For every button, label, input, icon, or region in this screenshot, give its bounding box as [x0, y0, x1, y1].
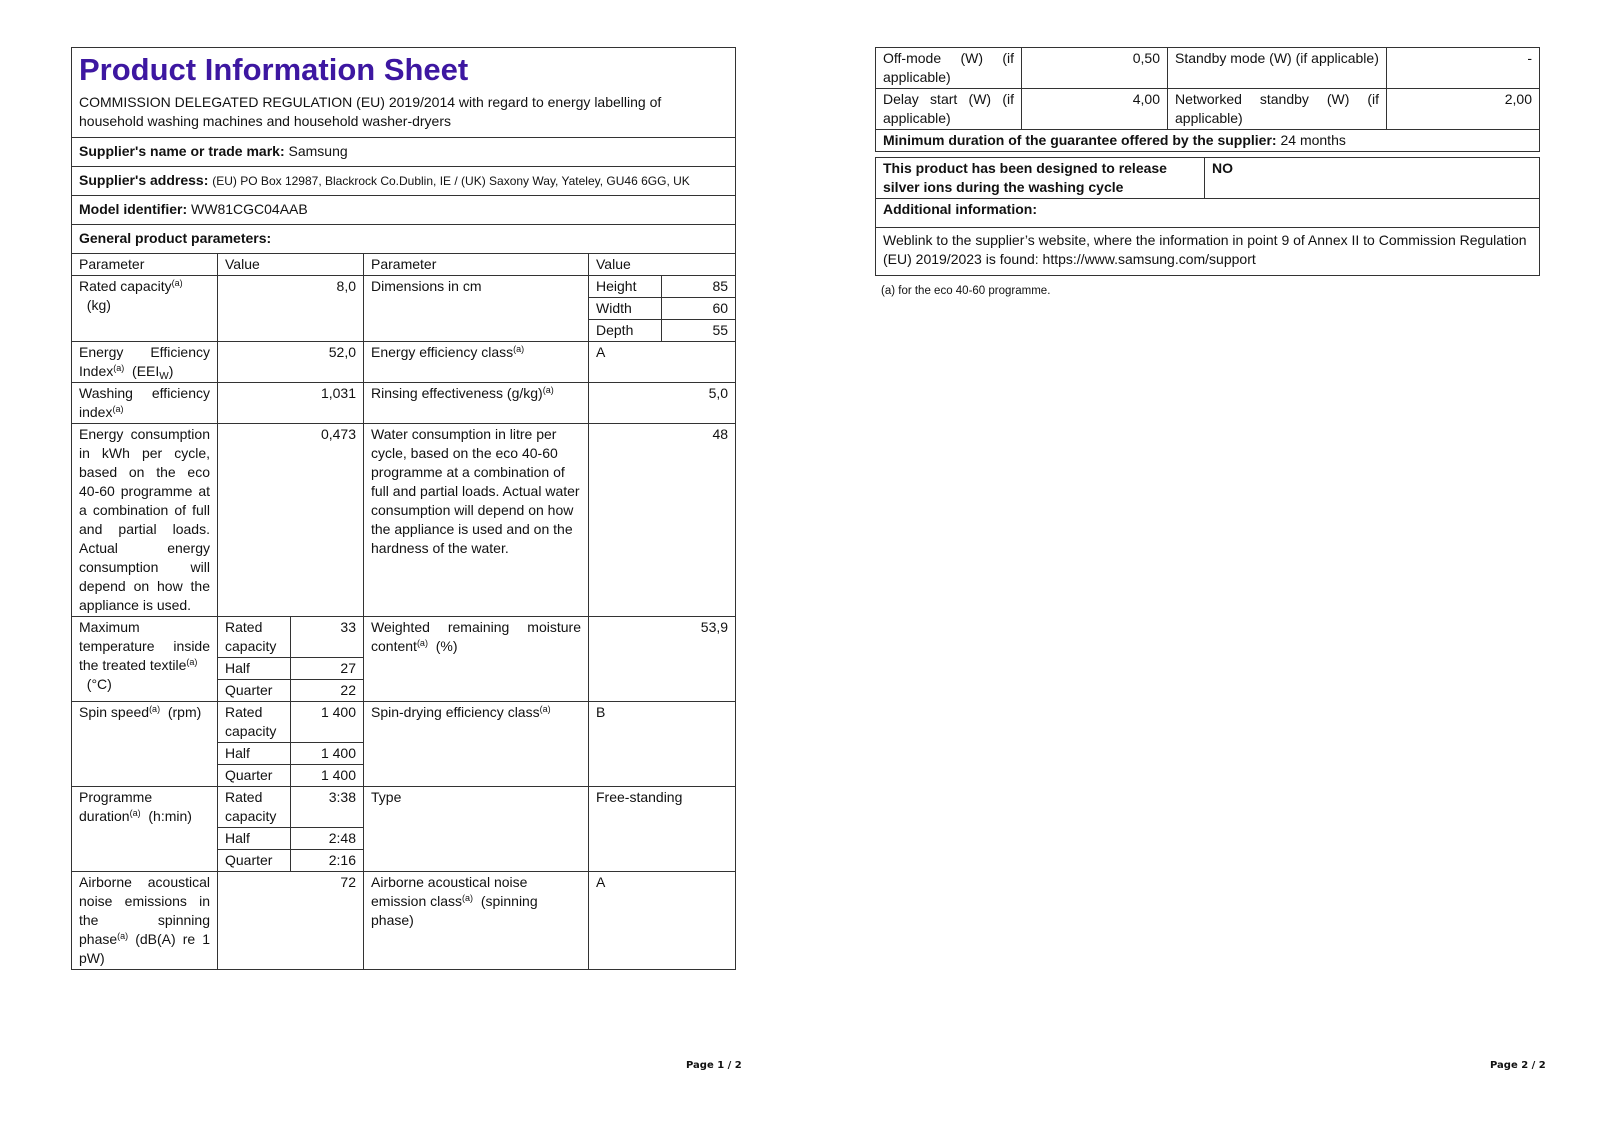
spin-class-label: Spin-drying efficiency class$^{(a)}$ [364, 702, 589, 787]
energy-consumption-row [72, 424, 736, 617]
off-mode-label: Off-mode (W) (if applicable) [876, 48, 1022, 89]
noise-row [72, 872, 736, 970]
programme-duration-row [72, 787, 736, 828]
depth-label: Depth [589, 320, 662, 342]
page-2 [800, 0, 1600, 1132]
spin-quarter-value: 1 400 [291, 765, 364, 787]
noise-label: Airborne acoustical noise emissions in the spinning phase$^{(a)}$ (dB(A) re 1 pW) [72, 872, 218, 970]
moisture-value: 53,9 [589, 617, 736, 702]
standby-label: Standby mode (W) (if applicable) [1168, 48, 1387, 89]
washing-efficiency-value: 1,031 [218, 383, 364, 424]
spin-rated-value: 1 400 [291, 702, 364, 743]
max-temp-row [72, 617, 736, 658]
max-temp-label: Maximum temperature inside the treated textile$^{(a)}$ (°C) [72, 617, 218, 702]
silver-ions-label: This product has been designed to release silver ions during the washing cycle [876, 158, 1205, 199]
rinsing-value: 5,0 [589, 383, 736, 424]
off-mode-row [876, 48, 1540, 89]
supplier-address-row [72, 167, 736, 196]
washing-efficiency-row [72, 383, 736, 424]
additional-info-row [876, 199, 1540, 228]
spin-rated-label: Rated capacity [218, 702, 291, 743]
title-row [72, 48, 736, 138]
off-mode-value: 0,50 [1022, 48, 1168, 89]
rinsing-label: Rinsing effectiveness $(g/kg)^{(a)}$ [364, 383, 589, 424]
width-label: Width [589, 298, 662, 320]
supplier-name-label: Supplier's name or trade mark: [79, 143, 285, 159]
weblink-text: Weblink to the supplier’s website, where the information in point 9 of Annex II to Commission Regulation (EU) 2019/2023 is found: https://www.samsung.com/support [876, 228, 1540, 276]
guarantee-value: 24 months [1280, 132, 1346, 148]
eei-label: Energy Efficiency Index$^{(a)}$ $(EEI_W)$ [72, 342, 218, 383]
noise-value: 72 [218, 872, 364, 970]
washing-efficiency-label: Washing efficiency index$^{(a)}$ [72, 383, 218, 424]
regulation-subtitle: COMMISSION DELEGATED REGULATION (EU) 2019/2014 with regard to energy labelling of household washing machines and household washer-dryers [79, 94, 662, 129]
rated-capacity-row [72, 276, 736, 298]
spin-class-value: B [589, 702, 736, 787]
max-temp-quarter-label: Quarter [218, 680, 291, 702]
silver-ions-row [876, 158, 1540, 199]
model-identifier: WW81CGC04AAB [191, 201, 308, 217]
max-temp-half-value: 27 [291, 658, 364, 680]
networked-standby-label: Networked standby (W) (if applicable) [1168, 89, 1387, 130]
header-value: Value [218, 254, 364, 276]
duration-half-value: 2:48 [291, 828, 364, 850]
rated-capacity-label: Rated capacity$^{(a)}$ (kg) [72, 276, 218, 342]
depth-value: 55 [662, 320, 736, 342]
max-temp-quarter-value: 22 [291, 680, 364, 702]
supplier-address-label: Supplier's address: [79, 172, 209, 188]
dimensions-label: Dimensions in cm [364, 276, 589, 342]
max-temp-rated-label: Rated capacity [218, 617, 291, 658]
eei-value: 52,0 [218, 342, 364, 383]
duration-quarter-label: Quarter [218, 850, 291, 872]
energy-consumption-value: 0,473 [218, 424, 364, 617]
model-row [72, 196, 736, 225]
networked-standby-value: 2,00 [1387, 89, 1540, 130]
noise-class-value: A [589, 872, 736, 970]
delay-start-value: 4,00 [1022, 89, 1168, 130]
supplier-name-row [72, 138, 736, 167]
height-value: 85 [662, 276, 736, 298]
supplier-name: Samsung [288, 143, 348, 159]
spin-half-value: 1 400 [291, 743, 364, 765]
spin-half-label: Half [218, 743, 291, 765]
delay-start-row [876, 89, 1540, 130]
product-information-table [71, 47, 736, 970]
duration-rated-label: Rated capacity [218, 787, 291, 828]
type-value: Free-standing [589, 787, 736, 872]
silver-ions-value: NO [1205, 158, 1540, 199]
spin-quarter-label: Quarter [218, 765, 291, 787]
header-parameter-2: Parameter [364, 254, 589, 276]
water-consumption-label: Water consumption in litre per cycle, based on the eco 40-60 programme at a combination of full and partial loads. Actual water consumption will depend on how the appliance is used and on the hardness of the water. [364, 424, 589, 617]
power-information-table [875, 47, 1540, 152]
max-temp-half-label: Half [218, 658, 291, 680]
header-value-2: Value [589, 254, 736, 276]
model-label: Model identifier: [79, 201, 188, 217]
standby-value: - [1387, 48, 1540, 89]
footnote: (a) for the eco 40-60 programme. [881, 285, 1051, 297]
moisture-label: Weighted remaining moisture content$^{(a)}$ (%) [364, 617, 589, 702]
duration-quarter-value: 2:16 [291, 850, 364, 872]
delay-start-label: Delay start (W) (if applicable) [876, 89, 1022, 130]
water-consumption-value: 48 [589, 424, 736, 617]
duration-rated-value: 3:38 [291, 787, 364, 828]
type-label: Type [364, 787, 589, 872]
duration-half-label: Half [218, 828, 291, 850]
header-parameter: Parameter [72, 254, 218, 276]
general-parameters-row [72, 225, 736, 254]
programme-duration-label: Programme duration$^{(a)}$ (h:min) [72, 787, 218, 872]
page-title: Product Information Sheet [79, 52, 469, 87]
max-temp-rated-value: 33 [291, 617, 364, 658]
energy-class-label: Energy efficiency class$^{(a)}$ [364, 342, 589, 383]
energy-class-value: A [589, 342, 736, 383]
header-row [72, 254, 736, 276]
height-label: Height [589, 276, 662, 298]
noise-class-label: Airborne acoustical noise emission class$^{(a)}$ (spinning phase) [364, 872, 589, 970]
eei-row [72, 342, 736, 383]
guarantee-row [876, 130, 1540, 152]
additional-info-label: Additional information: [876, 199, 1540, 228]
silver-ions-table [875, 157, 1540, 276]
weblink-row [876, 228, 1540, 276]
guarantee-label: Minimum duration of the guarantee offered by the supplier: [883, 132, 1277, 148]
rated-capacity-value: 8,0 [218, 276, 364, 342]
page-number-1: Page 1 / 2 [686, 1060, 742, 1071]
supplier-address: (EU) PO Box 12987, Blackrock Co.Dublin, IE / (UK) Saxony Way, Yateley, GU46 6GG, UK [212, 174, 690, 188]
spin-speed-row [72, 702, 736, 743]
general-parameters-label: General product parameters: [79, 230, 272, 246]
spin-speed-label: Spin speed$^{(a)}$ (rpm) [72, 702, 218, 787]
width-value: 60 [662, 298, 736, 320]
page-number-2: Page 2 / 2 [1490, 1060, 1546, 1071]
energy-consumption-label: Energy consumption in kWh per cycle, based on the eco 40-60 programme at a combination of full and partial loads. Actual energy consumption will depend on how the appliance is used. [72, 424, 218, 617]
